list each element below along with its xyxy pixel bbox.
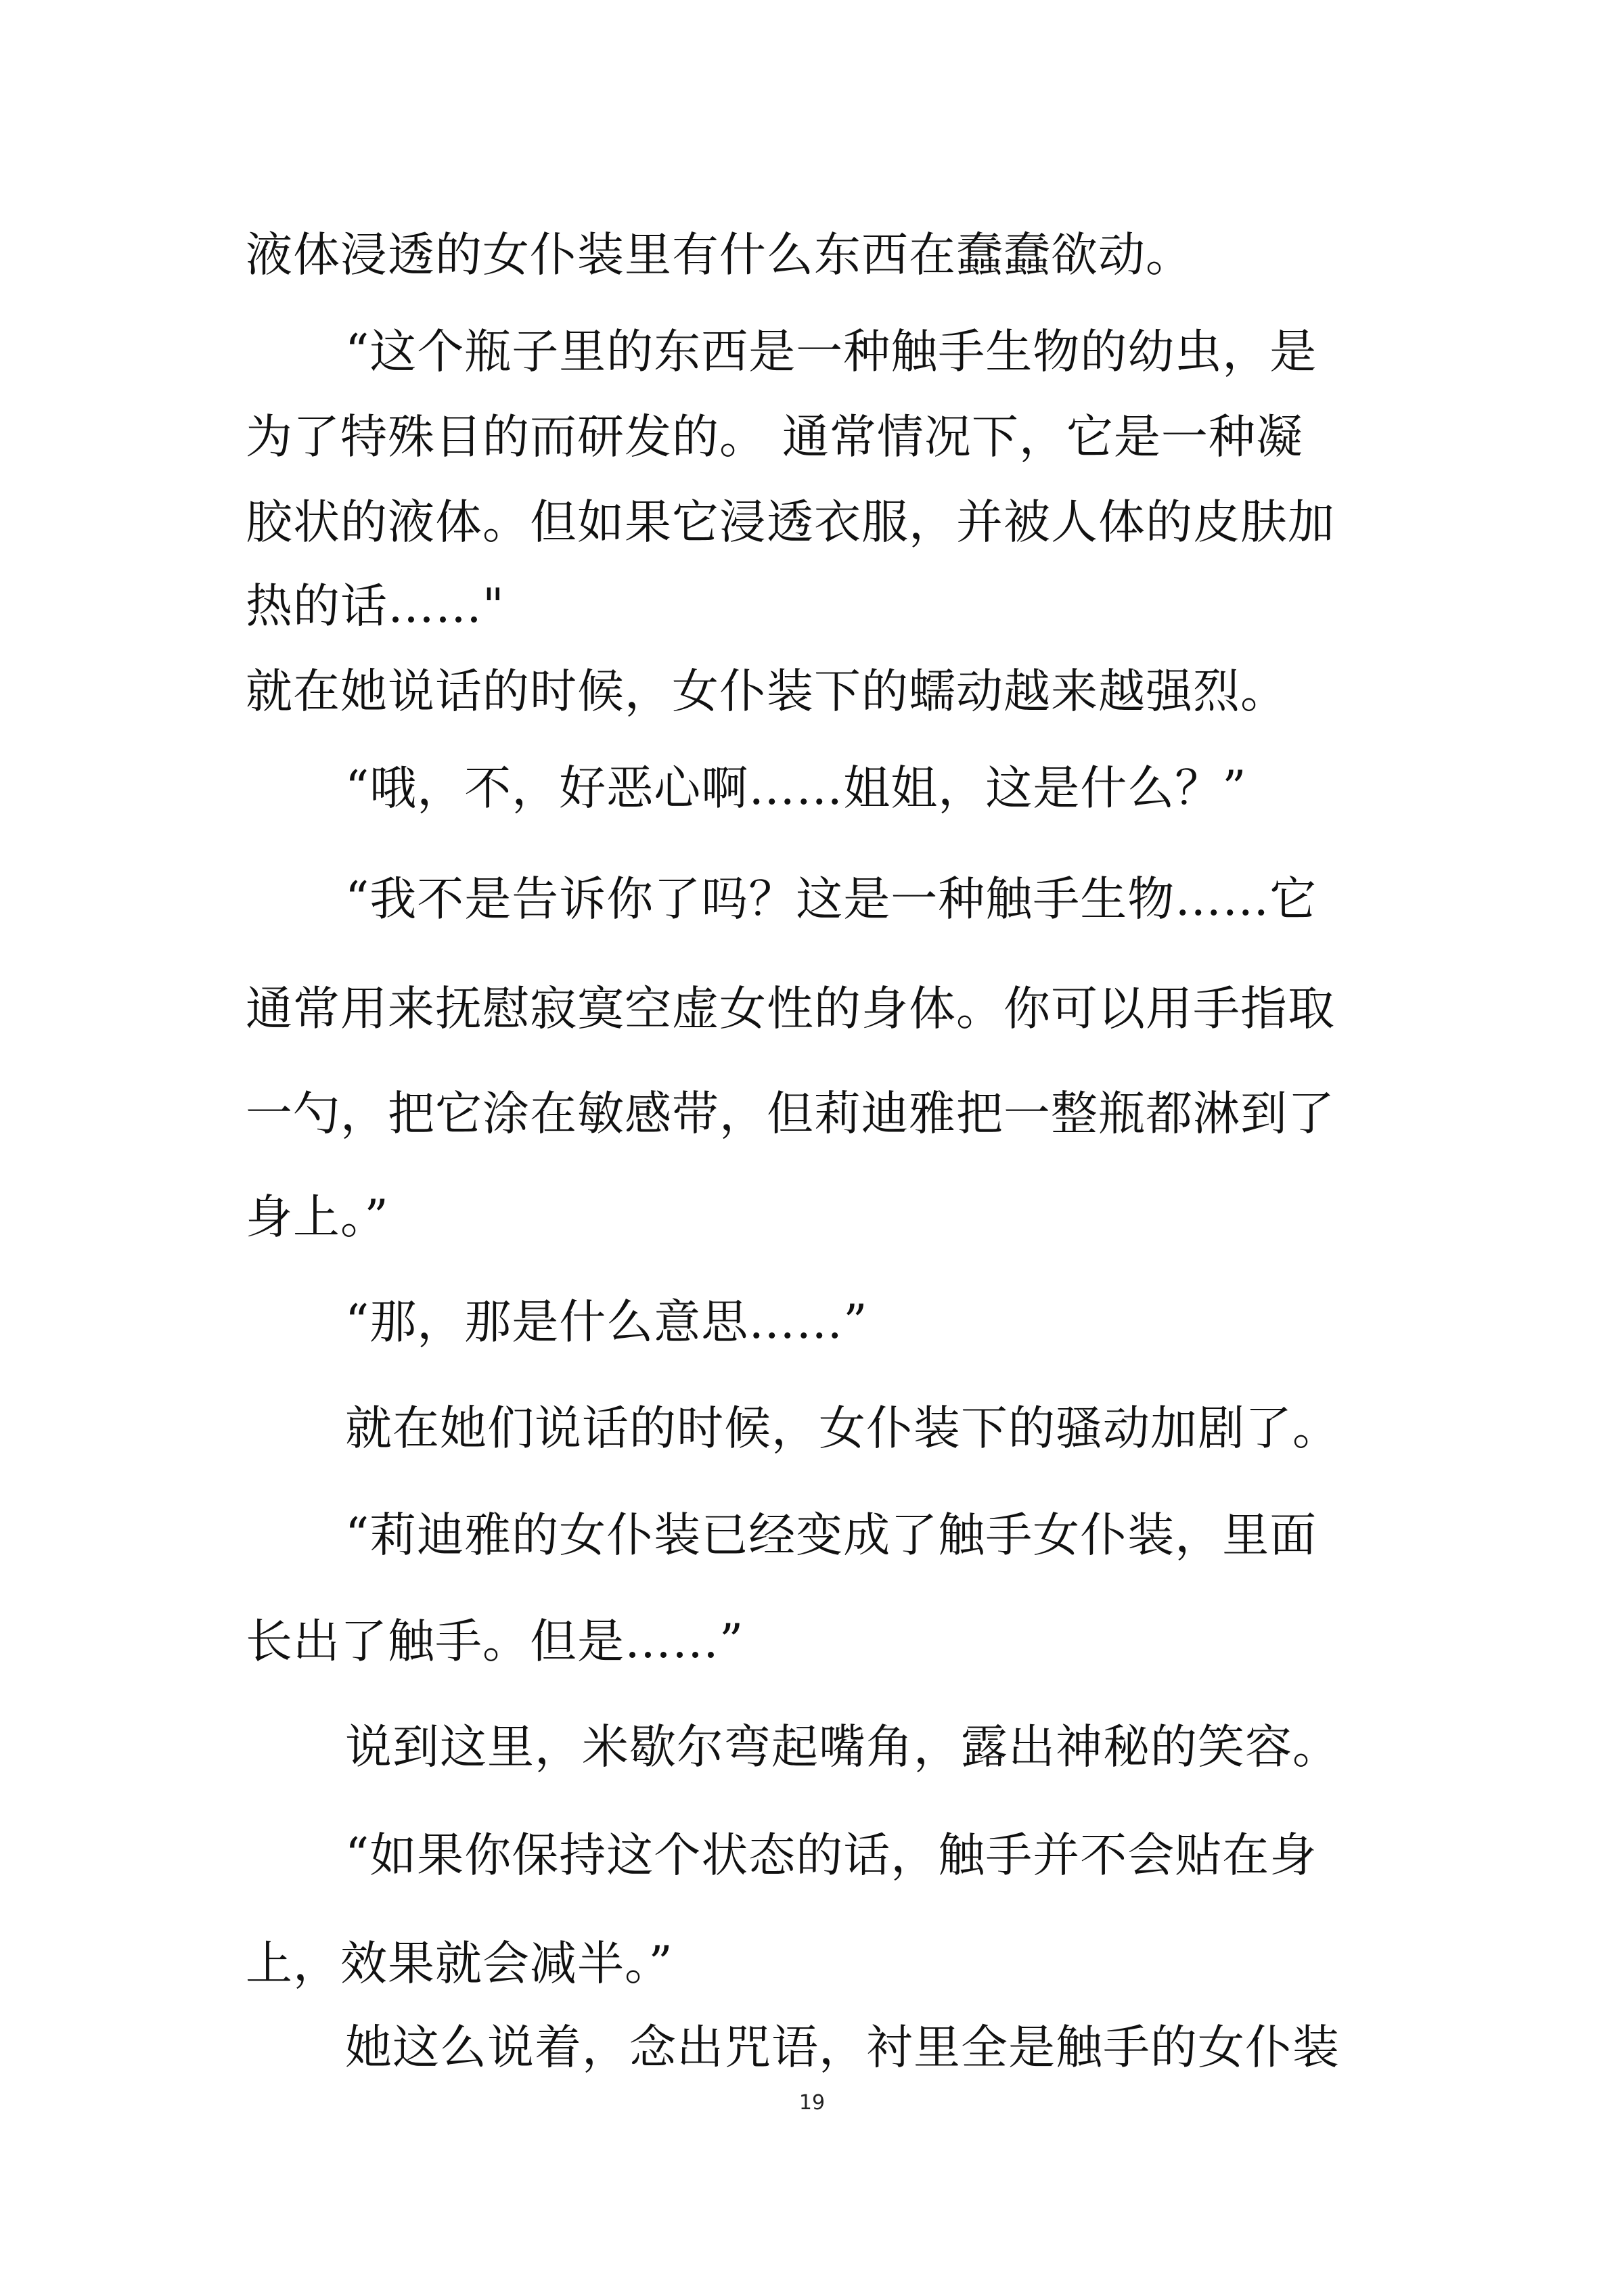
page-number: 19 xyxy=(798,2091,826,2115)
text-line: 身上。” xyxy=(246,1190,389,1244)
text-line: 通常用来抚慰寂寞空虚女性的身体。你可以用手指取 xyxy=(246,982,1335,1036)
text-line: 就在她说话的时候，女仆装下的蠕动越来越强烈。 xyxy=(246,665,1288,719)
text-line: 就在她们说话的时候，女仆装下的骚动加剧了。 xyxy=(345,1401,1340,1456)
text-line: “那，那是什么意思……” xyxy=(345,1295,868,1349)
text-line: 热的话……" xyxy=(246,579,505,633)
text-line: “莉迪雅的女仆装已经变成了触手女仆装，里面 xyxy=(345,1508,1317,1562)
text-line: “我不是告诉你了吗？这是一种触手生物……它 xyxy=(345,872,1317,926)
text-line: 液体浸透的女仆装里有什么东西在蠢蠢欲动。 xyxy=(246,228,1193,282)
text-line: 上，效果就会减半。” xyxy=(246,1937,673,1991)
text-line: “如果你保持这个状态的话，触手并不会贴在身 xyxy=(345,1828,1317,1883)
text-line: 长出了触手。但是……” xyxy=(246,1615,744,1669)
text-line: 她这么说着，念出咒语，衬里全是触手的女仆装 xyxy=(345,2021,1340,2075)
text-line: 一勺，把它涂在敏感带，但莉迪雅把一整瓶都淋到了 xyxy=(246,1087,1335,1141)
text-line: 为了特殊目的而研发的。 通常情况下，它是一种凝 xyxy=(246,410,1303,464)
text-line: 胶状的液体。但如果它浸透衣服，并被人体的皮肤加 xyxy=(246,495,1335,549)
text-line: “哦，不，好恶心啊……姐姐，这是什么？” xyxy=(345,761,1247,815)
text-line: “这个瓶子里的东西是一种触手生物的幼虫，是 xyxy=(345,325,1317,379)
text-line: 说到这里，米歇尔弯起嘴角，露出神秘的笑容。 xyxy=(345,1720,1340,1774)
